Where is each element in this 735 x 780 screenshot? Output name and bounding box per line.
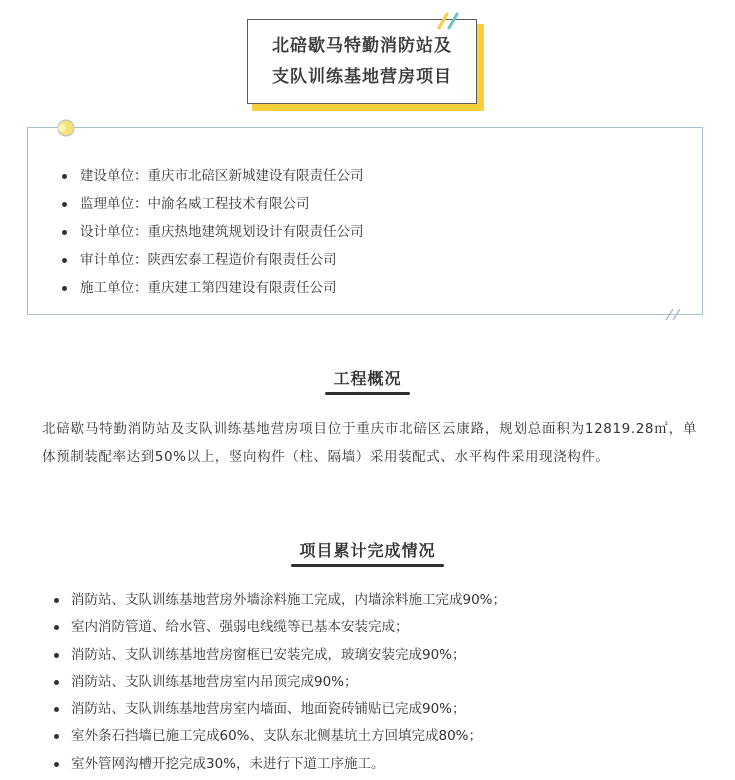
list-item: 室外条石挡墙已施工完成60%、支队东北侧基坑土方回填完成80%；	[54, 723, 506, 750]
progress-heading: 项目累计完成情况	[299, 541, 436, 560]
progress-list	[54, 587, 506, 778]
participants-box	[27, 127, 703, 315]
title-line-1: 北碚歇马特勤消防站及	[272, 35, 452, 56]
list-item: 建设单位：重庆市北碚区新城建设有限责任公司	[62, 162, 364, 190]
list-item: 设计单位：重庆热地建筑规划设计有限责任公司	[62, 218, 364, 246]
overview-paragraph: 北碚歇马特勤消防站及支队训练基地营房项目位于重庆市北碚区云康路，规划总面积为12819.28㎡，单体预制装配率达到50%以上，竖向构件（柱、隔墙）采用装配式、水平构件采用现浇构件。	[42, 421, 697, 465]
list-item: 监理单位：中渝名威工程技术有限公司	[62, 190, 364, 218]
dot-decoration-icon	[53, 119, 79, 137]
heading-underline	[291, 564, 443, 567]
list-item: 室内消防管道、给水管、强弱电线缆等已基本安装完成；	[54, 614, 506, 641]
corner-slash-icon	[664, 306, 686, 322]
overview-heading: 工程概况	[333, 369, 402, 388]
slash-decoration-icon	[437, 10, 463, 32]
participants-list	[62, 162, 364, 302]
list-item: 消防站、支队训练基地营房室内墙面、地面瓷砖铺贴已完成90%；	[54, 696, 506, 723]
list-item: 消防站、支队训练基地营房室内吊顶完成90%；	[54, 669, 506, 696]
list-item: 消防站、支队训练基地营房外墙涂料施工完成，内墙涂料施工完成90%；	[54, 587, 506, 614]
list-item: 消防站、支队训练基地营房窗框已安装完成，玻璃安装完成90%；	[54, 642, 506, 669]
list-item: 施工单位：重庆建工第四建设有限责任公司	[62, 274, 364, 302]
overview-heading-wrap	[0, 366, 735, 389]
title-line-2: 支队训练基地营房项目	[272, 66, 452, 87]
title-card	[247, 19, 484, 111]
progress-heading-wrap	[0, 538, 735, 561]
list-item: 审计单位：陕西宏泰工程造价有限责任公司	[62, 246, 364, 274]
heading-underline	[325, 392, 409, 395]
list-item: 室外管网沟槽开挖完成30%，未进行下道工序施工。	[54, 751, 506, 778]
